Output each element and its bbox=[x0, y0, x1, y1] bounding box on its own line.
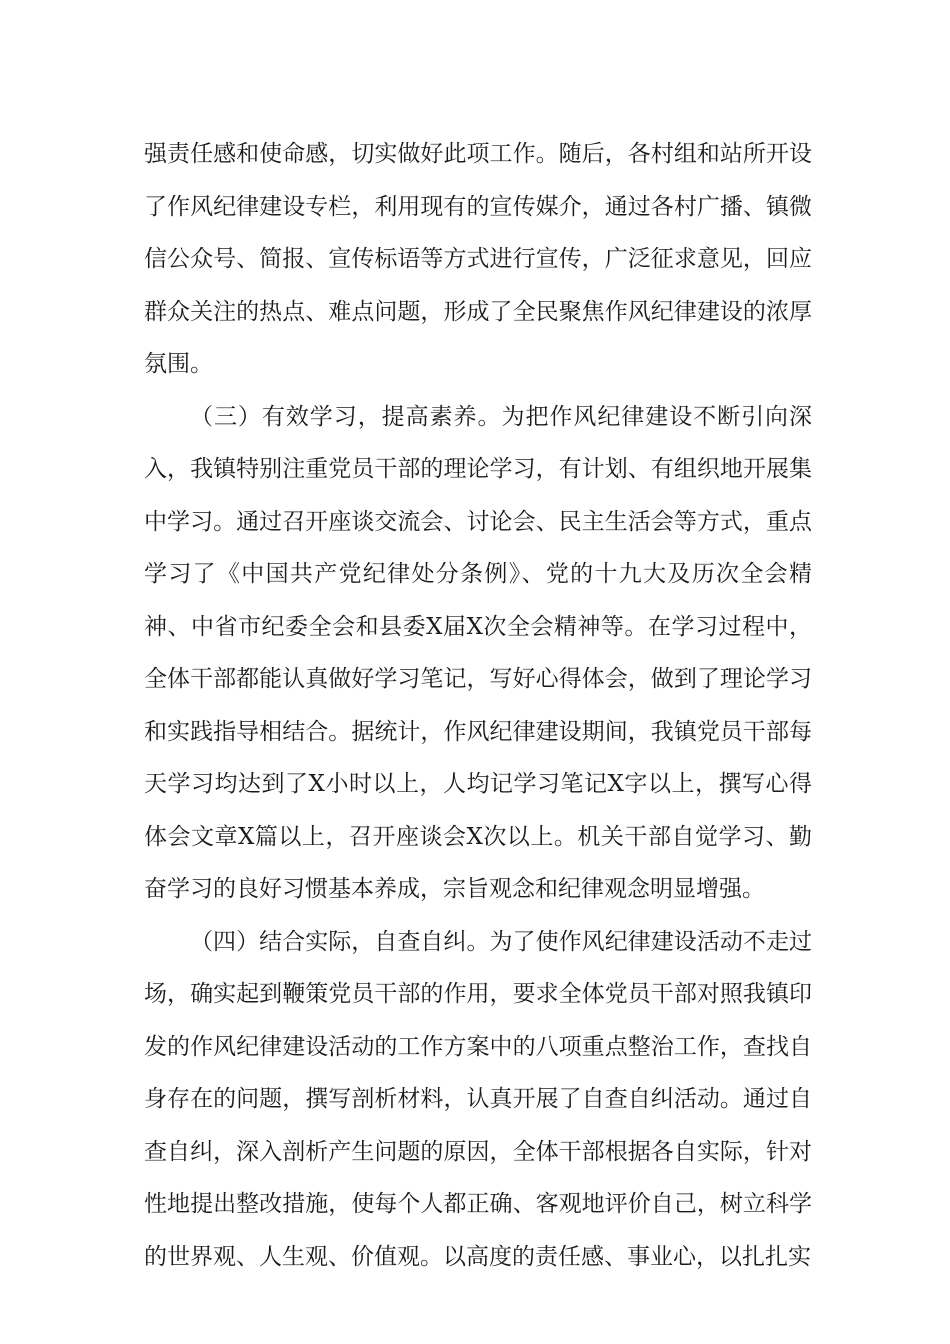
paragraph-continuation: 强责任感和使命感，切实做好此项工作。随后，各村组和站所开设了作风纪律建设专栏，利用现有的宣传媒介，通过各村广播、镇微信公众号、简报、宣传标语等方式进行宣传，广泛征求意见，回应群众关注的热点、难点问题，形成了全民聚焦作风纪律建设的浓厚氛围。 bbox=[144, 141, 812, 377]
paragraph-section-3: （三）有效学习，提高素养。为把作风纪律建设不断引向深入，我镇特别注重党员干部的理论学习，有计划、有组织地开展集中学习。通过召开座谈交流会、讨论会、民主生活会等方式，重点学习了《中国共产党纪律处分条例》、党的十九大及历次全会精神、中省市纪委全会和县委X届X次全会精神等。在学习过程中，全体干部都能认真做好学习笔记，写好心得体会，做到了理论学习和实践指导相结合。据统计，作风纪律建设期间，我镇党员干部每天学习均达到了X小时以上，人均记学习笔记X字以上，撰写心得体会文章X篇以上，召开座谈会X次以上。机关干部自觉学习、勤奋学习的良好习惯基本养成，宗旨观念和纪律观念明显增强。 bbox=[144, 403, 812, 902]
document-body bbox=[144, 128, 812, 1283]
paragraph-section-4: （四）结合实际，自查自纠。为了使作风纪律建设活动不走过场，确实起到鞭策党员干部的作用，要求全体党员干部对照我镇印发的作风纪律建设活动的工作方案中的八项重点整治工作，查找自身存在的问题，撰写剖析材料，认真开展了自查自纠活动。通过自查自纠，深入剖析产生问题的原因，全体干部根据各自实际，针对性地提出整改措施，使每个人都正确、客观地评价自己，树立科学的世界观、人生观、价值观。以高度的责任感、事业心，以扎扎实 bbox=[144, 928, 812, 1270]
